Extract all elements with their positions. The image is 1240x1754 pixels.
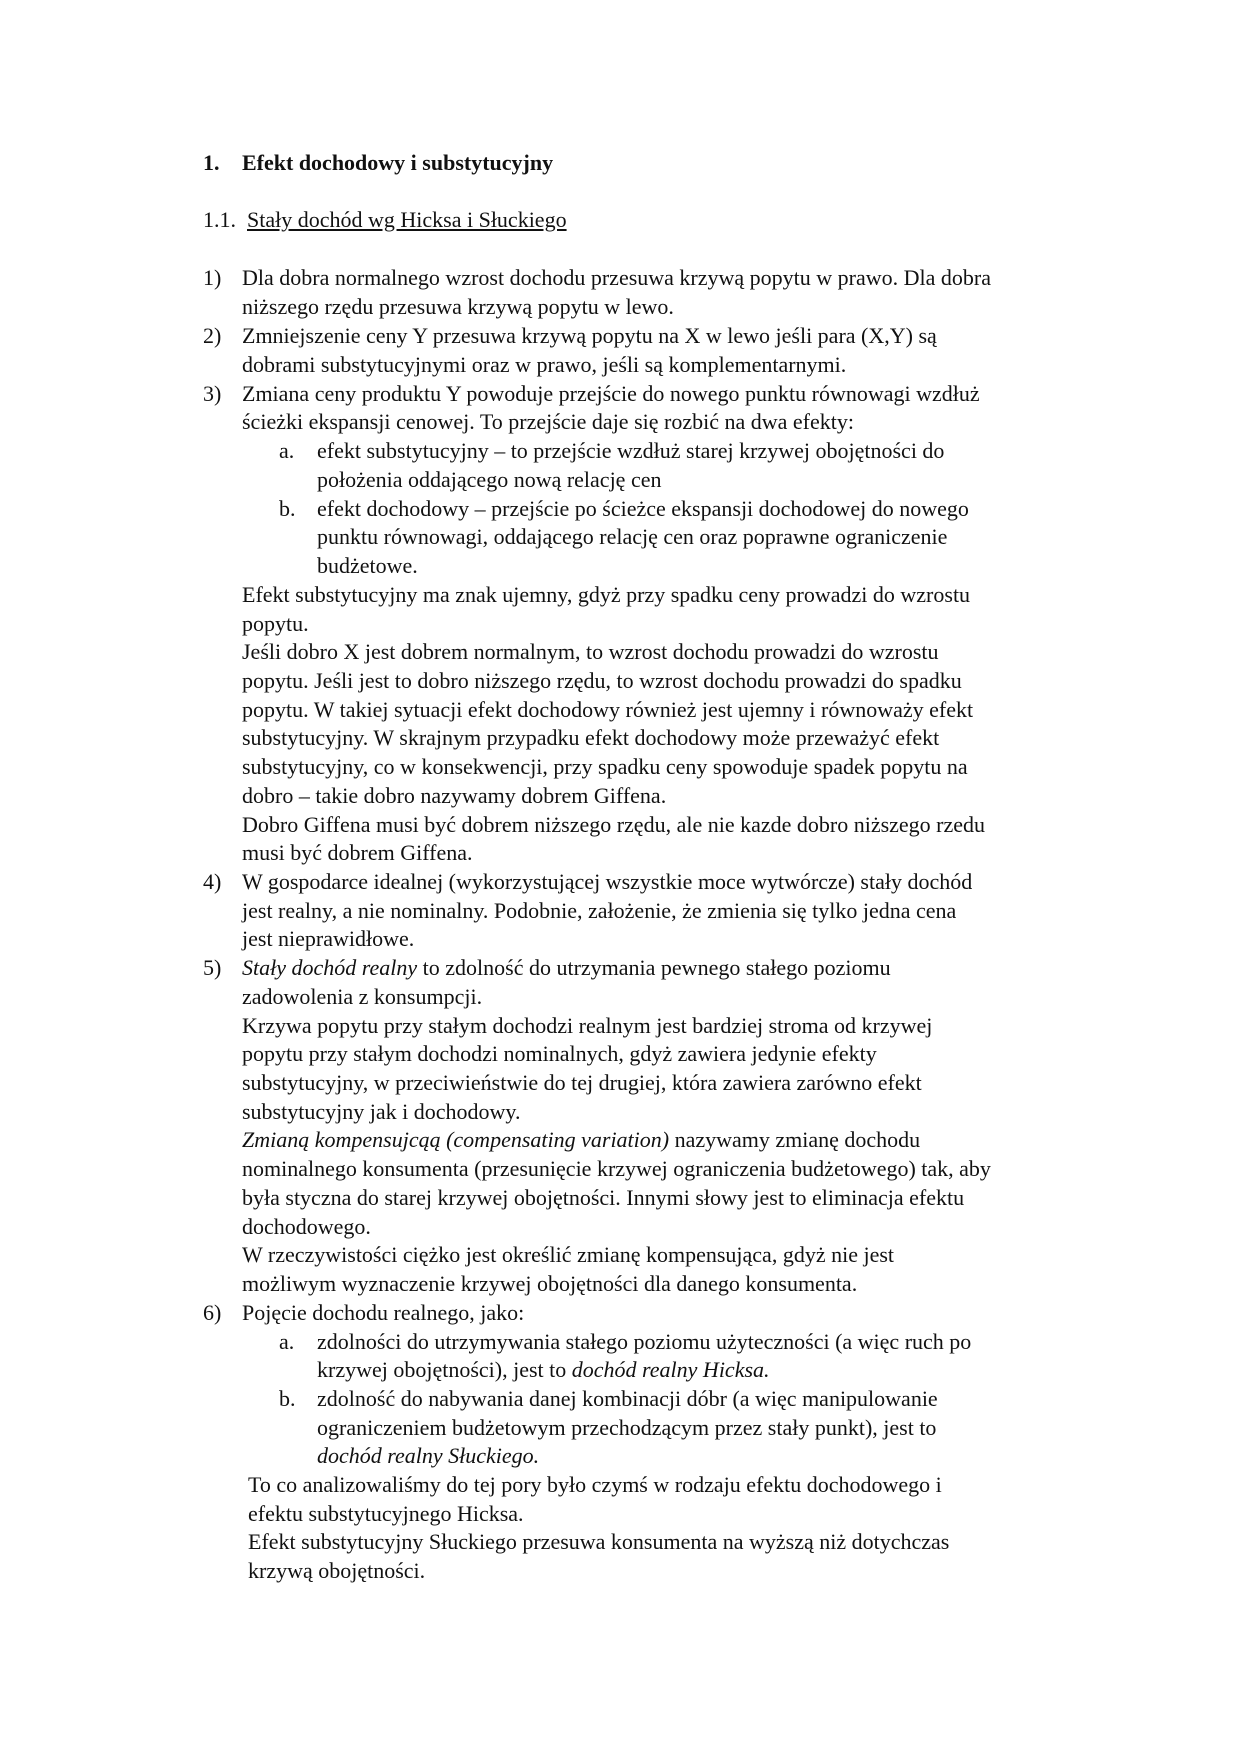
paragraph-line: W rzeczywistości ciężko jest określić zmianę kompensująca, gdyż nie jest	[242, 1242, 895, 1267]
paragraph-line: substytucyjny, co w konsekwencji, przy spadku ceny spowoduje spadek popytu na	[242, 754, 968, 779]
paragraph-line	[242, 1126, 920, 1155]
paragraph-line: efekt dochodowy – przejście po ścieżce ekspansji dochodowej do nowego	[317, 496, 969, 521]
item-marker: 1)	[203, 265, 222, 290]
paragraph-line: efektu substytucyjnego Hicksa.	[248, 1501, 524, 1526]
paragraph-line: popytu. W takiej sytuacji efekt dochodowy również jest ujemny i równoważy efekt	[242, 697, 974, 722]
paragraph-line: jest nieprawidłowe.	[242, 926, 415, 951]
paragraph-line: zadowolenia z konsumpcji.	[242, 984, 483, 1009]
italic-term: Zmianą kompensujcąą (compensating variation)	[242, 1127, 670, 1152]
paragraph-line: zdolność do nabywania danej kombinacji dóbr (a więc manipulowanie	[317, 1386, 938, 1411]
paragraph-line: Zmiana ceny produktu Y powoduje przejście do nowego punktu równowagi wzdłuż	[242, 381, 980, 406]
paragraph-line: To co analizowaliśmy do tej pory było czymś w rodzaju efektu dochodowego i	[248, 1472, 942, 1497]
paragraph-line: ścieżki ekspansji cenowej. To przejście daje się rozbić na dwa efekty:	[242, 409, 854, 434]
item-marker: 3)	[203, 381, 222, 406]
paragraph-line: Efekt substytucyjny ma znak ujemny, gdyż przy spadku ceny prowadzi do wzrostu	[242, 582, 971, 607]
paragraph-line: zdolności do utrzymywania stałego poziomu użyteczności (a więc ruch po	[317, 1329, 972, 1354]
paragraph-line: dobro – takie dobro nazywamy dobrem Giffena.	[242, 783, 667, 808]
paragraph-line: Efekt substytucyjny Słuckiego przesuwa konsumenta na wyższą niż dotychczas	[248, 1529, 950, 1554]
paragraph-line: W gospodarce idealnej (wykorzystującej wszystkie moce wytwórcze) stały dochód	[242, 869, 973, 894]
paragraph-line: budżetowe.	[317, 553, 418, 578]
paragraph-line: możliwym wyznaczenie krzywej obojętności dla danego konsumenta.	[242, 1271, 858, 1296]
paragraph-line: substytucyjny. W skrajnym przypadku efekt dochodowy może przeważyć efekt	[242, 725, 940, 750]
paragraph-line	[242, 954, 891, 983]
paragraph-line: efekt substytucyjny – to przejście wzdłuż starej krzywej obojętności do	[317, 438, 945, 463]
paragraph-text: nazywamy zmianę dochodu	[669, 1127, 921, 1152]
paragraph-line: popytu. Jeśli jest to dobro niższego rzędu, to wzrost dochodu prowadzi do spadku	[242, 668, 962, 693]
subheading-number: 1.1.	[203, 207, 236, 232]
paragraph-line: popytu przy stałym dochodzi nominalnych, gdyż zawiera jedynie efekty	[242, 1041, 877, 1066]
italic-term: dochód realny Słuckiego.	[317, 1443, 540, 1468]
italic-term: dochód realny Hicksa.	[571, 1357, 770, 1382]
paragraph-line: dobrami substytucyjnymi oraz w prawo, jeśli są komplementarnymi.	[242, 352, 847, 377]
paragraph-line: substytucyjny, w przeciwieństwie do tej drugiej, która zawiera zarówno efekt	[242, 1070, 922, 1095]
heading-number: 1.	[203, 150, 220, 175]
paragraph-line: niższego rzędu przesuwa krzywą popytu w lewo.	[242, 294, 674, 319]
paragraph-line: ograniczeniem budżetowym przechodzącym przez stały punkt), jest to	[317, 1415, 937, 1440]
paragraph-line: Krzywa popytu przy stałym dochodzi realnym jest bardziej stroma od krzywej	[242, 1013, 933, 1038]
paragraph-line: nominalnego konsumenta (przesunięcie krzywej ograniczenia budżetowego) tak, aby	[242, 1156, 991, 1181]
item-marker: 4)	[203, 869, 222, 894]
paragraph-line: krzywą obojętności.	[248, 1558, 426, 1583]
paragraph-line: substytucyjny jak i dochodowy.	[242, 1099, 521, 1124]
paragraph-text: krzywej obojętności), jest to	[317, 1357, 572, 1382]
paragraph-line: była styczna do starej krzywej obojętności. Innymi słowy jest to eliminacja efektu	[242, 1185, 965, 1210]
subitem-marker: a.	[279, 438, 295, 463]
paragraph-line	[317, 1356, 770, 1385]
paragraph-line: Pojęcie dochodu realnego, jako:	[242, 1300, 525, 1325]
italic-term: Stały dochód realny	[242, 955, 418, 980]
paragraph-line: musi być dobrem Giffena.	[242, 840, 473, 865]
paragraph-line: jest realny, a nie nominalny. Podobnie, założenie, że zmienia się tylko jedna cena	[242, 898, 957, 923]
paragraph-text: to zdolność do utrzymania pewnego stałego poziomu	[417, 955, 891, 980]
item-marker: 6)	[203, 1300, 222, 1325]
paragraph-line: Dla dobra normalnego wzrost dochodu przesuwa krzywą popytu w prawo. Dla dobra	[242, 265, 991, 290]
paragraph-line: dochodowego.	[242, 1214, 371, 1239]
paragraph-line: Zmniejszenie ceny Y przesuwa krzywą popytu na X w lewo jeśli para (X,Y) są	[242, 323, 937, 348]
item-marker: 2)	[203, 323, 222, 348]
item-marker: 5)	[203, 955, 222, 980]
subitem-marker: a.	[279, 1329, 295, 1354]
subitem-marker: b.	[279, 496, 296, 521]
paragraph-line: popytu.	[242, 611, 309, 636]
paragraph-line: Jeśli dobro X jest dobrem normalnym, to wzrost dochodu prowadzi do wzrostu	[242, 639, 939, 664]
subheading-title: Stały dochód wg Hicksa i Słuckiego	[247, 207, 567, 232]
paragraph-line: położenia oddającego nową relację cen	[317, 467, 662, 492]
heading-title: Efekt dochodowy i substytucyjny	[242, 150, 554, 175]
paragraph-line	[317, 1442, 539, 1471]
paragraph-line: Dobro Giffena musi być dobrem niższego rzędu, ale nie kazde dobro niższego rzedu	[242, 812, 986, 837]
paragraph-line: punktu równowagi, oddającego relację cen oraz poprawne ograniczenie	[317, 524, 948, 549]
subitem-marker: b.	[279, 1386, 296, 1411]
